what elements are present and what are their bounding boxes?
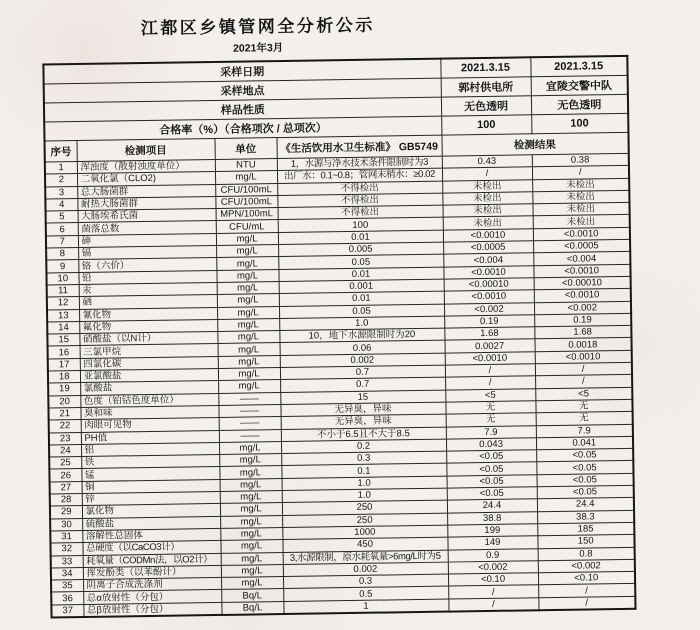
seq-cell: 31 xyxy=(50,530,82,543)
info-label: 采样地点 xyxy=(44,78,441,103)
seq-cell: 22 xyxy=(49,420,81,433)
result-cell: / xyxy=(448,597,538,611)
item-cell: 硝酸盐（以N计） xyxy=(79,332,217,346)
item-cell: 锰 xyxy=(81,467,219,481)
result-cell: 0.043 xyxy=(446,438,536,452)
result-cell: 185 xyxy=(537,522,634,536)
item-cell: 铜 xyxy=(82,479,220,493)
result-cell: <5 xyxy=(535,387,632,401)
seq-cell: 28 xyxy=(50,494,82,507)
result-cell: 150 xyxy=(537,535,634,549)
unit-cell: mg/L xyxy=(216,257,278,270)
item-cell: 大肠埃希氏菌 xyxy=(78,209,216,223)
result-cell: 未检出 xyxy=(532,190,629,204)
seq-cell: 27 xyxy=(50,481,82,494)
standard-cell: 0.1 xyxy=(281,464,446,479)
data-rows xyxy=(45,153,636,617)
seq-cell: 1 xyxy=(45,162,77,175)
result-cell: / xyxy=(532,166,629,180)
unit-cell: mg/L xyxy=(220,527,282,540)
result-cell: 无 xyxy=(445,401,535,415)
item-cell: 溶解性总固体 xyxy=(82,528,220,542)
item-cell: 氰化物 xyxy=(79,307,217,321)
item-cell: 总硬度（以CaCO3计） xyxy=(82,541,220,555)
unit-cell: CFU/mL xyxy=(216,220,278,233)
result-cell: 0.19 xyxy=(444,315,534,329)
unit-cell: mg/L xyxy=(219,454,281,467)
unit-cell: Bq/L xyxy=(221,589,283,602)
item-cell: 色度（铂钴色度单位） xyxy=(80,393,218,407)
info-label: 采样日期 xyxy=(43,59,440,84)
info-value: 100 xyxy=(531,113,628,133)
item-cell: 耗氧量（CODMn法，以O2计） xyxy=(83,553,221,567)
standard-cell: 0.06 xyxy=(280,341,445,356)
unit-cell: mg/L xyxy=(221,552,283,565)
unit-cell: —— xyxy=(218,392,280,405)
item-cell: 汞 xyxy=(79,282,217,296)
result-cell: <0.0010 xyxy=(533,227,630,241)
result-cell: 7.9 xyxy=(446,425,536,439)
result-cell: <0.00010 xyxy=(534,276,631,290)
result-cell: <0.002 xyxy=(444,302,534,316)
seq-cell: 35 xyxy=(51,580,83,593)
unit-cell: mg/L xyxy=(218,343,280,356)
result-cell: 38.3 xyxy=(537,510,634,524)
seq-cell: 23 xyxy=(49,432,81,445)
result-cell: / xyxy=(535,362,632,376)
item-cell: 总大肠菌群 xyxy=(77,184,215,198)
result-cell: 未检出 xyxy=(442,179,532,193)
seq-cell: 7 xyxy=(46,235,78,248)
info-label: 样品性质 xyxy=(44,97,441,122)
result-cell: 未检出 xyxy=(532,203,629,217)
result-cell: 24.4 xyxy=(447,499,537,513)
result-cell: 0.0018 xyxy=(534,338,631,352)
standard-cell: 1，水源与净水技术条件限制时为3 xyxy=(277,156,442,171)
seq-cell: 19 xyxy=(48,383,80,396)
result-cell: 未检出 xyxy=(443,216,533,230)
standard-cell: 0.7 xyxy=(280,377,445,392)
seq-cell: 16 xyxy=(48,346,80,359)
seq-cell: 12 xyxy=(47,297,79,310)
info-value: 2021.3.15 xyxy=(530,56,627,77)
standard-cell: 250 xyxy=(282,500,447,515)
standard-cell: 0.01 xyxy=(279,291,444,306)
item-cell: 四氯化碳 xyxy=(80,356,218,370)
result-cell: <0.05 xyxy=(537,485,634,499)
unit-cell: mg/L xyxy=(217,306,279,319)
seq-cell: 8 xyxy=(46,248,78,261)
result-cell: 未检出 xyxy=(532,178,629,192)
item-cell: 菌落总数 xyxy=(78,221,216,235)
standard-cell: 无异臭，异味 xyxy=(281,414,446,429)
item-cell: 硒 xyxy=(79,295,217,309)
standard-cell: 不小于6.5且不大于8.5 xyxy=(281,427,446,442)
result-cell: <0.004 xyxy=(443,253,533,267)
col-header-unit: 单位 xyxy=(214,138,276,160)
seq-cell: 34 xyxy=(51,567,83,580)
seq-cell: 9 xyxy=(46,260,78,273)
result-cell: <0.0010 xyxy=(534,289,631,303)
standard-cell: 1.0 xyxy=(282,476,447,491)
info-label: 合格率（%）（合格项次 / 总项次） xyxy=(44,116,441,141)
unit-cell: mg/L xyxy=(219,466,281,479)
unit-cell: mg/L xyxy=(220,478,282,491)
standard-cell: 0.005 xyxy=(278,242,443,257)
unit-cell: mg/L xyxy=(220,540,282,553)
unit-cell: mg/L xyxy=(218,355,280,368)
unit-cell: mg/L xyxy=(218,368,280,381)
standard-cell: 0.3 xyxy=(281,451,446,466)
seq-cell: 24 xyxy=(49,444,81,457)
seq-cell: 6 xyxy=(46,223,78,236)
result-cell: 无 xyxy=(446,413,536,427)
result-cell: <0.10 xyxy=(538,571,635,585)
standard-cell: 0.01 xyxy=(278,267,443,282)
item-cell: 肉眼可见物 xyxy=(81,418,219,432)
unit-cell: mg/L xyxy=(218,380,280,393)
result-cell: 0.0027 xyxy=(445,339,535,353)
result-cell: 无 xyxy=(536,412,633,426)
seq-cell: 33 xyxy=(51,555,83,568)
standard-cell: 0.01 xyxy=(278,230,443,245)
standard-cell: 不得检出 xyxy=(278,205,443,220)
result-cell: <0.002 xyxy=(448,561,538,575)
result-cell: / xyxy=(445,364,535,378)
result-cell: 0.43 xyxy=(442,155,532,169)
info-value: 郭村供电所 xyxy=(441,77,531,97)
seq-cell: 37 xyxy=(51,604,83,617)
result-cell: / xyxy=(445,376,535,390)
standard-cell: 0.2 xyxy=(281,439,446,454)
result-cell: 24.4 xyxy=(537,498,634,512)
item-cell: 铅 xyxy=(78,270,216,284)
result-cell: 0.38 xyxy=(532,153,629,167)
col-header-item: 检测项目 xyxy=(77,138,215,161)
seq-cell: 36 xyxy=(51,592,83,605)
water-quality-table xyxy=(42,55,636,619)
result-cell: <0.002 xyxy=(538,559,635,573)
standard-cell: 3,水源限制，原水耗氧量>6mg/L时为5 xyxy=(283,550,448,565)
result-cell: <0.05 xyxy=(446,450,536,464)
standard-cell: 250 xyxy=(282,513,447,528)
result-cell: 未检出 xyxy=(533,215,630,229)
seq-cell: 18 xyxy=(48,371,80,384)
standard-cell: 0.001 xyxy=(279,279,444,294)
result-cell: <0.05 xyxy=(537,473,634,487)
result-cell: 7.9 xyxy=(536,424,633,438)
unit-cell: mg/L xyxy=(217,294,279,307)
item-cell: 亚氯酸盐 xyxy=(80,369,218,383)
item-cell: 氯化物 xyxy=(82,504,220,518)
standard-cell: 不得检出 xyxy=(277,193,442,208)
result-cell: <0.0005 xyxy=(533,239,630,253)
item-cell: 氟化物 xyxy=(79,319,217,333)
unit-cell: mg/L xyxy=(217,318,279,331)
result-cell: <0.10 xyxy=(448,573,538,587)
standard-cell: 1 xyxy=(283,599,448,614)
result-cell: 0.041 xyxy=(536,436,633,450)
unit-cell: mg/L xyxy=(220,491,282,504)
result-cell: 1.68 xyxy=(534,325,631,339)
seq-cell: 11 xyxy=(47,284,79,297)
result-cell: / xyxy=(535,375,632,389)
item-cell: 阴离子合成洗涤剂 xyxy=(83,578,221,592)
info-value: 2021.3.15 xyxy=(440,57,530,78)
result-cell: <0.00010 xyxy=(444,278,534,292)
standard-cell: 450 xyxy=(282,537,447,552)
unit-cell: —— xyxy=(219,429,281,442)
unit-cell: mg/L xyxy=(217,331,279,344)
seq-cell: 29 xyxy=(50,506,82,519)
result-cell: <0.002 xyxy=(534,301,631,315)
result-cell: 未检出 xyxy=(442,192,532,206)
standard-cell: 0.002 xyxy=(283,562,448,577)
seq-cell: 17 xyxy=(48,358,80,371)
unit-cell: mg/L xyxy=(219,441,281,454)
result-cell: <0.004 xyxy=(533,252,630,266)
standard-cell: 1000 xyxy=(282,525,447,540)
seq-cell: 5 xyxy=(46,211,78,224)
standard-cell: 不得检出 xyxy=(277,181,442,196)
standard-cell: 出厂水：0.1~0.8；管网末梢水：≥0.02 xyxy=(277,168,442,183)
result-cell: <0.0010 xyxy=(443,229,533,243)
unit-cell: mg/L xyxy=(215,171,277,184)
result-cell: <0.0010 xyxy=(443,265,533,279)
item-cell: 二氧化氯（CLO2) xyxy=(77,172,215,186)
item-cell: 浑浊度（散射浊度单位） xyxy=(77,159,215,173)
seq-cell: 21 xyxy=(48,407,80,420)
item-cell: 砷 xyxy=(78,233,216,247)
standard-cell: 1.0 xyxy=(279,316,444,331)
item-cell: 三氯甲烷 xyxy=(80,344,218,358)
unit-cell: mg/L xyxy=(221,564,283,577)
col-header-seq: 序号 xyxy=(45,141,77,162)
unit-cell: mg/L xyxy=(220,515,282,528)
unit-cell: Bq/L xyxy=(221,601,283,615)
page-subtitle: 2021年3月 xyxy=(232,41,284,55)
result-cell: / xyxy=(538,596,635,610)
item-cell: 总β放射性（分包） xyxy=(83,602,221,617)
item-cell: 硫酸盐 xyxy=(82,516,220,530)
result-cell: 38.8 xyxy=(447,511,537,525)
item-cell: 铝 xyxy=(81,442,219,456)
unit-cell: mg/L xyxy=(221,577,283,590)
result-cell: 1.68 xyxy=(444,327,534,341)
unit-cell: —— xyxy=(218,404,280,417)
result-cell: <0.05 xyxy=(536,461,633,475)
result-cell: / xyxy=(448,585,538,599)
standard-cell: 15 xyxy=(280,390,445,405)
unit-cell: —— xyxy=(219,417,281,430)
unit-cell: mg/L xyxy=(216,232,278,245)
item-cell: 总α放射性（分包） xyxy=(83,590,221,604)
seq-cell: 32 xyxy=(50,543,82,556)
item-cell: 铬（六价） xyxy=(78,258,216,272)
result-cell: <5 xyxy=(445,388,535,402)
result-cell: / xyxy=(442,167,532,181)
seq-cell: 25 xyxy=(49,457,81,470)
standard-cell: 无异臭，异味 xyxy=(280,402,445,417)
col-header-standard: 《生活饮用水卫生标准》 GB5749 xyxy=(276,135,441,158)
result-cell: 0.8 xyxy=(538,547,635,561)
standard-cell: 0.5 xyxy=(283,586,448,601)
info-value: 无色透明 xyxy=(531,94,628,114)
seq-cell: 14 xyxy=(47,321,79,334)
item-cell: 耐热大肠菌群 xyxy=(77,196,215,210)
item-cell: 挥发酚类（以苯酚计） xyxy=(83,565,221,579)
standard-cell: 10，地下水源限制时为20 xyxy=(279,328,444,343)
standard-cell: 0.7 xyxy=(280,365,445,380)
result-cell: <0.05 xyxy=(446,462,536,476)
result-cell: <0.0010 xyxy=(533,264,630,278)
unit-cell: MPN/100mL xyxy=(216,208,278,221)
item-cell: 镉 xyxy=(78,246,216,260)
standard-cell: 0.002 xyxy=(280,353,445,368)
item-cell: 锌 xyxy=(82,491,220,505)
result-cell: <0.0010 xyxy=(535,350,632,364)
result-cell: <0.05 xyxy=(536,448,633,462)
page-title: 江都区乡镇管网全分析公示 xyxy=(140,15,375,39)
info-value: 宜陵交警中队 xyxy=(531,75,628,95)
result-cell: <0.05 xyxy=(447,474,537,488)
seq-cell: 15 xyxy=(47,334,79,347)
unit-cell: CFU/100mL xyxy=(215,195,277,208)
item-cell: PH值 xyxy=(81,430,219,444)
seq-cell: 30 xyxy=(50,518,82,531)
seq-cell: 4 xyxy=(45,198,77,211)
unit-cell: CFU/100mL xyxy=(215,183,277,196)
seq-cell: 10 xyxy=(46,272,78,285)
info-value: 100 xyxy=(441,115,531,135)
standard-cell: 0.05 xyxy=(278,254,443,269)
unit-cell: mg/L xyxy=(220,503,282,516)
col-header-result: 检测结果 xyxy=(441,132,628,156)
result-cell: / xyxy=(538,584,635,598)
standard-cell: 100 xyxy=(278,218,443,233)
result-cell: <0.05 xyxy=(447,487,537,501)
seq-cell: 26 xyxy=(49,469,81,482)
seq-cell: 13 xyxy=(47,309,79,322)
result-cell: 0.19 xyxy=(534,313,631,327)
unit-cell: mg/L xyxy=(216,245,278,258)
seq-cell: 3 xyxy=(45,186,77,199)
result-cell: 无 xyxy=(535,399,632,413)
item-cell: 氯酸盐 xyxy=(80,381,218,395)
result-cell: <0.0010 xyxy=(445,352,535,366)
result-cell: 未检出 xyxy=(443,204,533,218)
unit-cell: mg/L xyxy=(216,269,278,282)
info-rows xyxy=(43,56,628,141)
result-cell: <0.0010 xyxy=(444,290,534,304)
unit-cell: mg/L xyxy=(217,282,279,295)
standard-cell: 0.05 xyxy=(279,304,444,319)
item-cell: 铁 xyxy=(81,455,219,469)
seq-cell: 20 xyxy=(48,395,80,408)
result-cell: 199 xyxy=(447,524,537,538)
standard-cell: 1.0 xyxy=(282,488,447,503)
item-cell: 臭和味 xyxy=(80,405,218,419)
result-cell: <0.0005 xyxy=(443,241,533,255)
unit-cell: NTU xyxy=(215,159,277,172)
result-cell: 149 xyxy=(447,536,537,550)
seq-cell: 2 xyxy=(45,174,77,187)
info-value: 无色透明 xyxy=(441,96,531,116)
standard-cell: 0.3 xyxy=(283,574,448,589)
result-cell: 0.9 xyxy=(448,548,538,562)
